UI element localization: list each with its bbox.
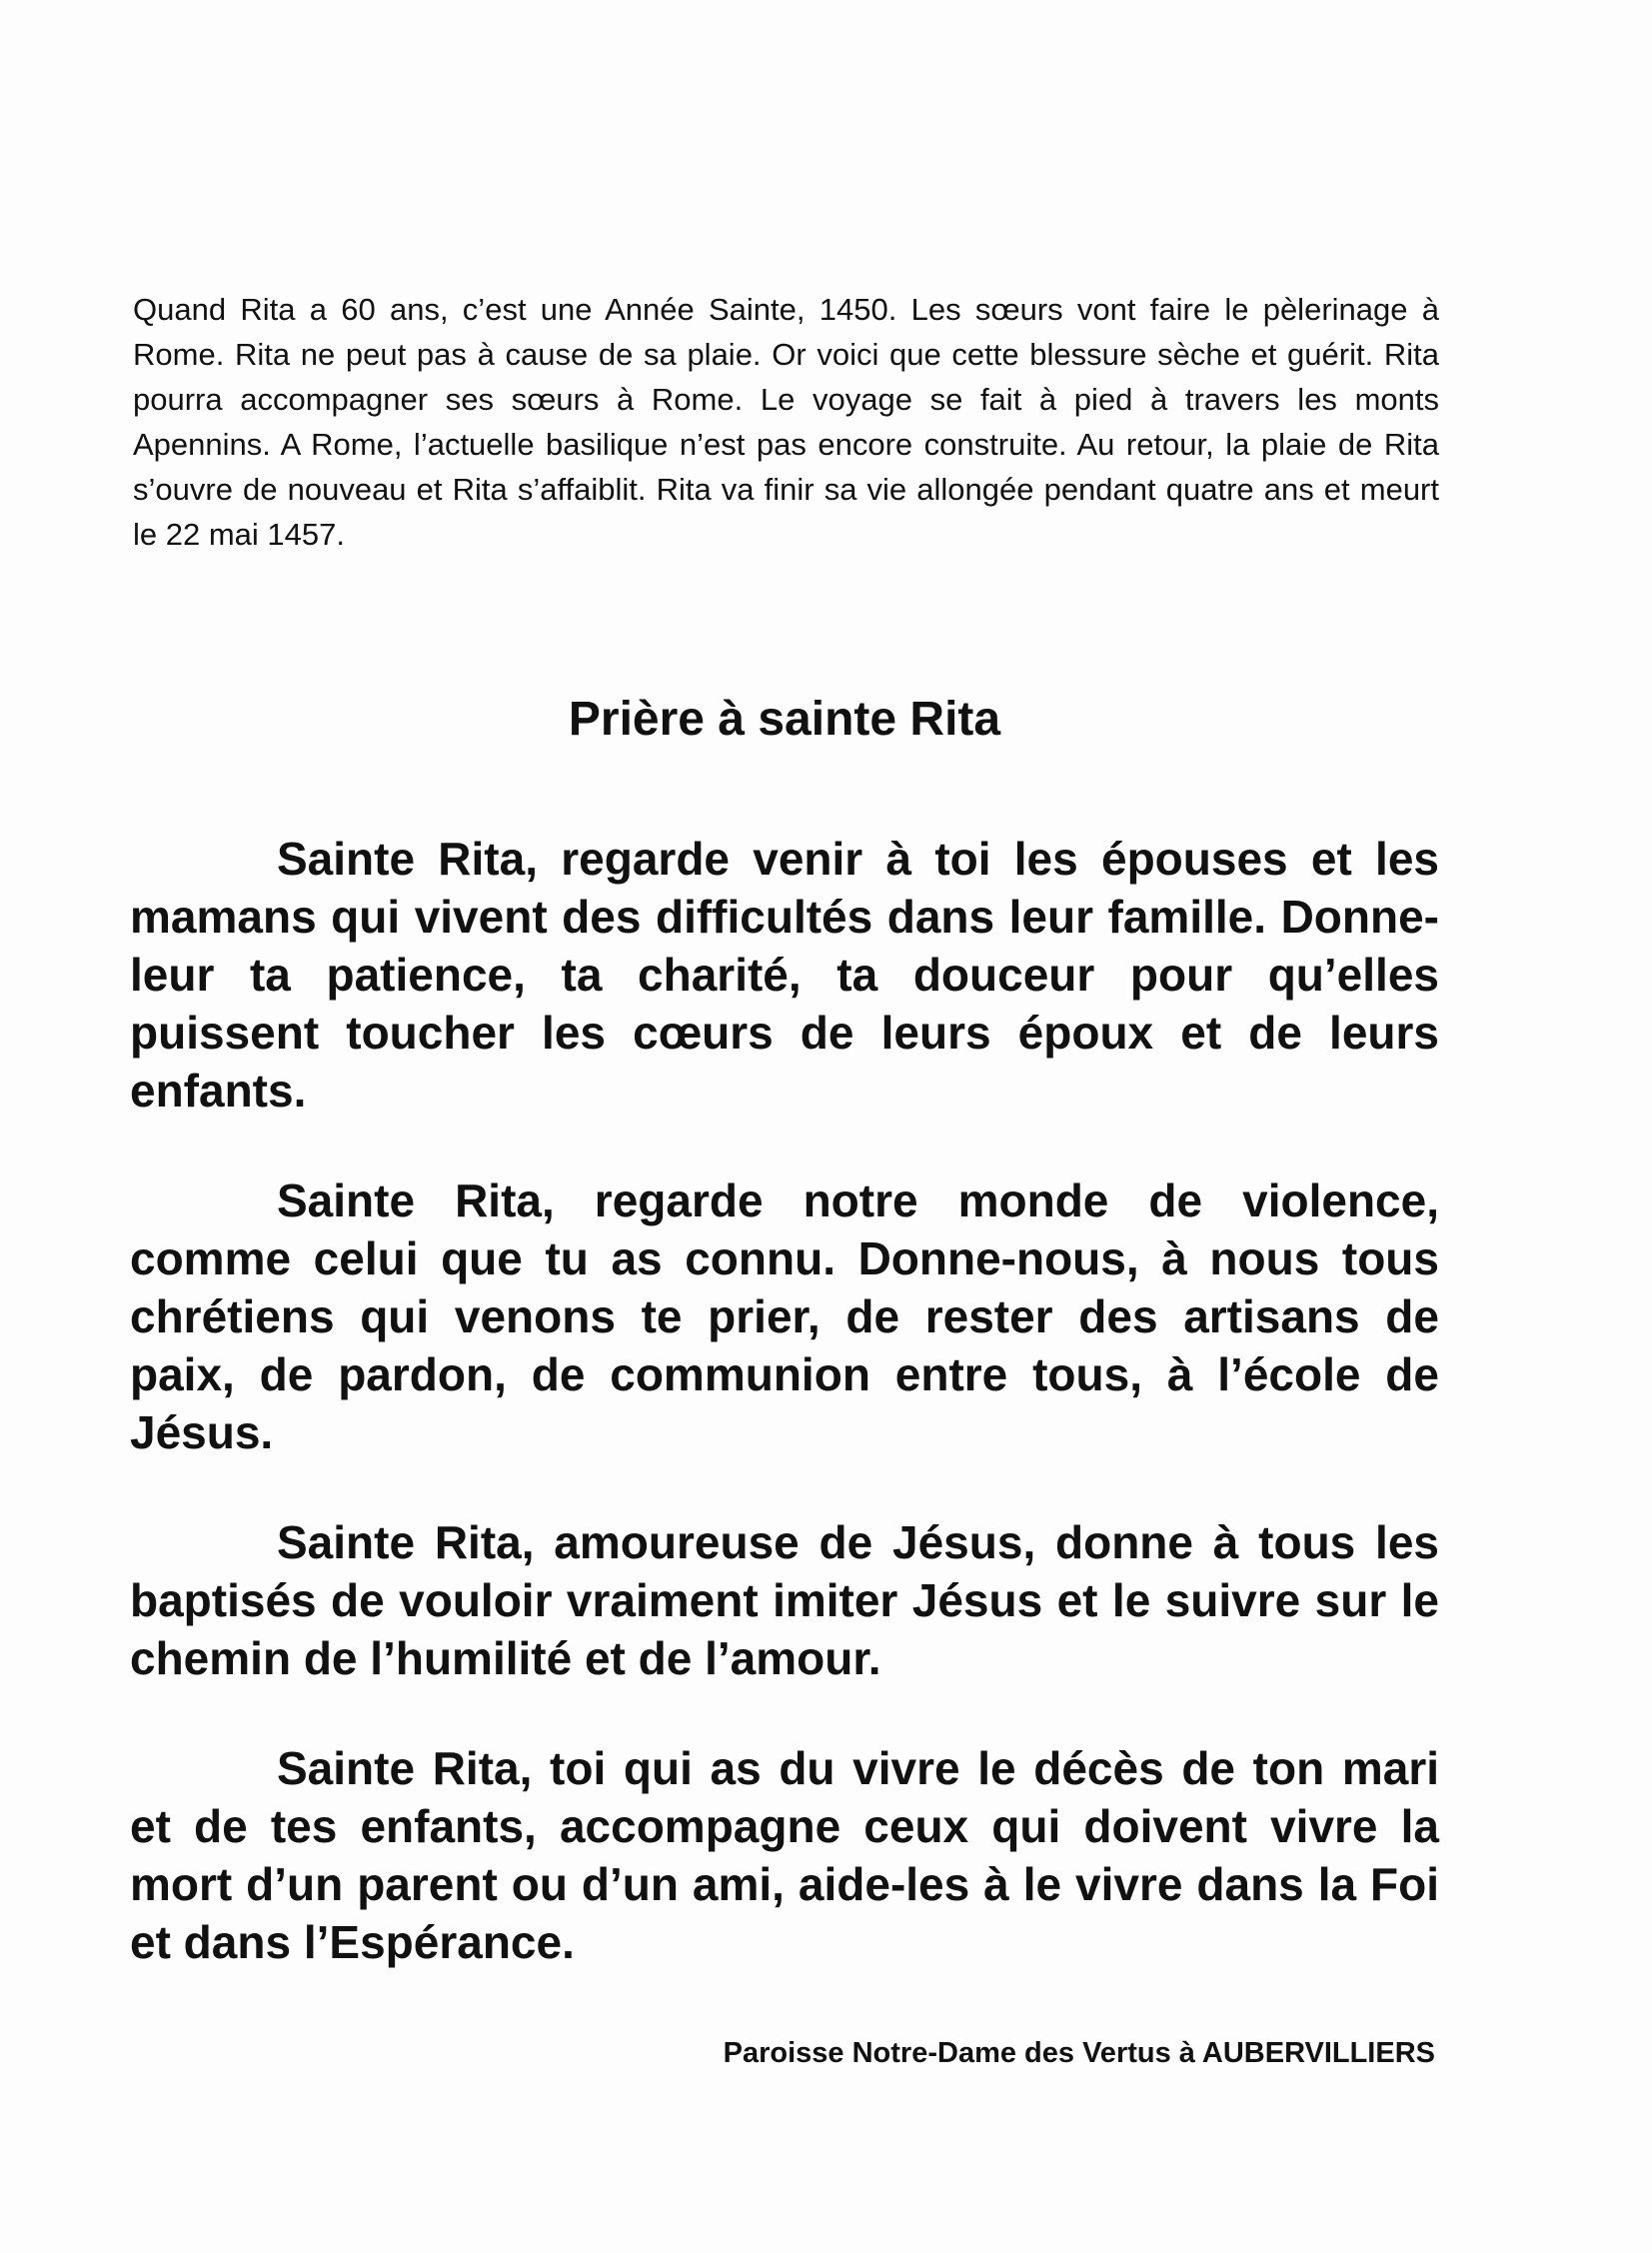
- prayer-paragraph-3: Sainte Rita, amoureuse de Jésus, donne à tous les baptisés de vouloir vraiment imiter Jésus et le suivre sur le chemin de l’humilité et de l’amour.: [130, 1516, 1439, 1684]
- prayer-paragraph-1: Sainte Rita, regarde venir à toi les épouses et les mamans qui vivent des difficultés dans leur famille. Donne-leur ta patience, ta charité, ta douceur pour qu’elles puissent toucher les cœurs de leurs époux et de leurs enfants.: [130, 833, 1439, 1117]
- parish-footer: Paroisse Notre-Dame des Vertus à AUBERVILLIERS: [723, 2037, 1435, 2069]
- intro-paragraph: Quand Rita a 60 ans, c’est une Année Sainte, 1450. Les sœurs vont faire le pèlerinage à Rome. Rita ne peut pas à cause de sa plaie. Or voici que cette blessure sèche et guérit. Rita pourra accompagner ses sœurs à Rome. Le voyage se fait à pied à travers les monts Apennins. A Rome, l’actuelle basilique n’est pas encore construite. Au retour, la plaie de Rita s’ouvre de nouveau et Rita s’affaiblit. Rita va finir sa vie allongée pendant quatre ans et meurt le 22 mai 1457.: [133, 292, 1439, 552]
- prayer-paragraph-2: Sainte Rita, regarde notre monde de violence, comme celui que tu as connu. Donne-nous, à nous tous chrétiens qui venons te prier, de rester des artisans de paix, de pardon, de communion entre tous, à l’école de Jésus.: [130, 1174, 1439, 1458]
- prayer-title: Prière à sainte Rita: [568, 693, 1001, 747]
- prayer-paragraph-4: Sainte Rita, toi qui as du vivre le décès de ton mari et de tes enfants, accompagne ceux qui doivent vivre la mort d’un parent ou d’un ami, aide-les à le vivre dans la Foi et dans l’Espérance.: [130, 1742, 1439, 1968]
